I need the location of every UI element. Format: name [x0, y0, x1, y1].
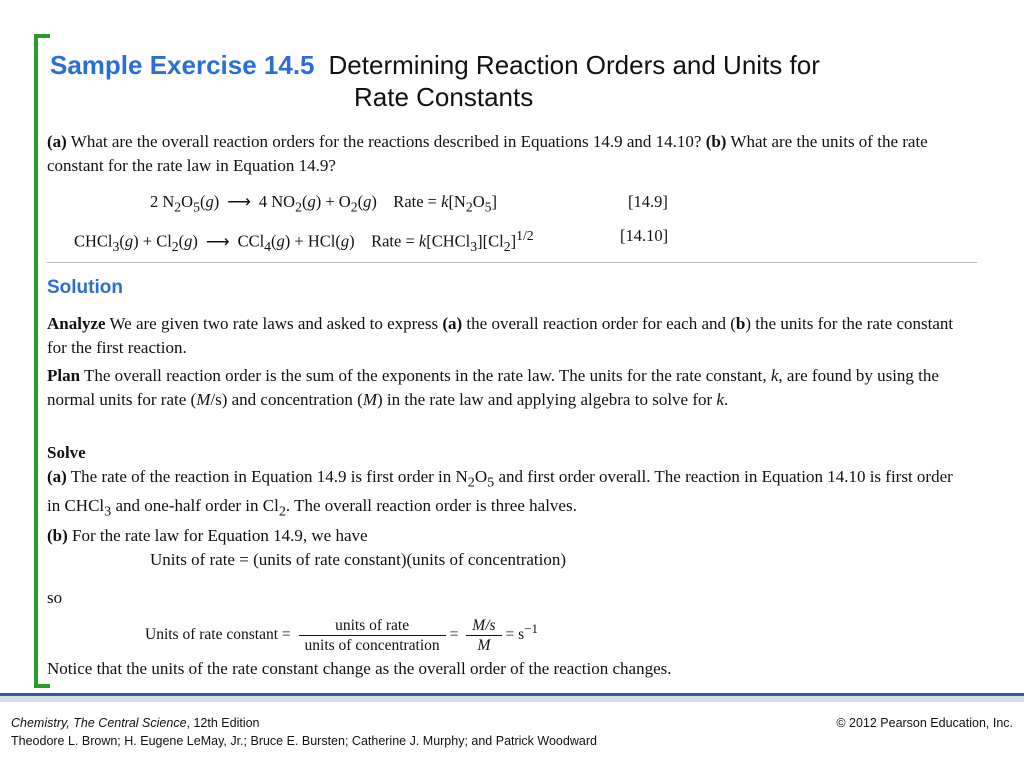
equation-14-9-number: [14.9] — [628, 192, 668, 211]
section-divider — [47, 262, 977, 263]
plan-k: k — [770, 366, 779, 385]
solve-a-text: . The overall reaction order is three halves. — [285, 496, 577, 516]
problem-b-label: (b) — [705, 132, 727, 151]
equation-14-10-number: [14.10] — [620, 226, 669, 245]
analyze-b: b — [735, 314, 746, 333]
problem-text — [47, 130, 957, 178]
solve-a-text: The rate of the reaction in Equation 14.9 is first order in N — [66, 467, 468, 486]
calc-num2: M/s — [466, 616, 501, 636]
equation-14-9: 2 $N_2O_5(g)$ ⟶ 4 $NO_2(g) + O_2(g)$ Rate = $k[N_2O_5]$ — [150, 192, 498, 215]
plan-m: M — [362, 390, 377, 409]
fraction-m — [466, 616, 501, 655]
footer-edition: , 12th Edition — [186, 716, 260, 730]
footer-shade — [0, 696, 1024, 702]
plan-text: . — [723, 390, 729, 409]
title-line1: Determining Reaction Orders and Units for — [328, 50, 820, 80]
plan-text: ) in the rate law and applying algebra to solve for — [377, 390, 717, 409]
solve-label: Solve — [47, 443, 86, 462]
plan-k: k — [716, 390, 724, 409]
slide-title — [50, 49, 970, 113]
footer-copyright: © 2012 Pearson Education, Inc. — [836, 716, 1013, 730]
calc-den: units of concentration — [304, 637, 440, 655]
calc-result: s — [518, 626, 525, 644]
footer-book-title: Chemistry, The Central Science — [11, 716, 187, 730]
calc-den2: M — [477, 637, 491, 655]
so-text: so — [47, 588, 63, 607]
footer-book — [11, 716, 260, 730]
solve-a-text: and one-half order in Cl — [111, 496, 279, 516]
solve-paragraph: Solve (a) The rate of the reaction in Equation 14.9 is first order in $N_2O_5$ and first order overall. The reaction in Equation 14.10 is first order in CHCl$_3$ and one-half order in $Cl_2$. The overall reaction order is three halves. (b) For the rate law for Equation 14.9, we have — [47, 443, 953, 545]
plan-m: M — [196, 390, 211, 409]
plan-paragraph — [47, 364, 957, 412]
analyze-label: Analyze — [47, 314, 106, 333]
solve-a-text: and first order overall. The reaction in Equation 14.10 is first order in CHCl — [47, 467, 953, 516]
solve-b-label: (b) — [47, 525, 68, 545]
analyze-text: ) the units for the rate constant for the first reaction. — [47, 314, 954, 357]
solution-heading: Solution — [47, 277, 123, 298]
problem-a-text: What are the overall reaction orders for the reactions described in Equations 14.9 and 14.10? — [66, 132, 706, 151]
solve-b-text: For the rate law for Equation 14.9, we have — [67, 525, 368, 545]
units-of-rate-line: Units of rate = (units of rate constant)(units of concentration) — [150, 550, 567, 569]
analyze-text: We are given two rate laws and asked to express — [105, 314, 443, 333]
notice-text: Notice that the units of the rate constant change as the overall order of the reaction changes. — [47, 659, 672, 678]
plan-text: /s) and concentration ( — [210, 390, 363, 409]
plan-text: The overall reaction order is the sum of the exponents in the rate law. The units for the rate constant, — [80, 366, 771, 385]
title-line2: Rate Constants — [354, 82, 534, 112]
plan-label: Plan — [47, 366, 81, 385]
analyze-paragraph — [47, 312, 957, 360]
title-label: Sample Exercise 14.5 — [50, 50, 315, 80]
calc-num: units of rate — [299, 616, 446, 636]
plan-text: , are found by using the normal units for rate ( — [47, 366, 939, 409]
solve-a-text: O — [474, 467, 488, 486]
footer-authors: Theodore L. Brown; H. Eugene LeMay, Jr.; Bruce E. Bursten; Catherine J. Murphy; and Patrick Woodward — [11, 734, 597, 748]
problem-a-label: (a) — [47, 132, 67, 151]
solve-a-label: (a) — [47, 467, 67, 486]
fraction-units — [299, 616, 446, 655]
analyze-text: the overall reaction order for each and ( — [462, 314, 736, 333]
analyze-a: (a) — [442, 314, 463, 333]
calc-left: Units of rate constant — [145, 626, 279, 644]
problem-b-text: What are the units of the rate constant for the rate law in Equation 14.9? — [47, 132, 928, 175]
equation-14-10: CHCl$_3$(g) + $Cl_2(g)$ ⟶ CCl$_4$(g) + HCl(g) Rate = $k[CHCl_3][Cl_2]^{1/2}$ — [74, 228, 534, 254]
units-calculation: Units of rate constant = $\frac{\text{units of rate}}{\text{units of concentration}}$ = $\frac{M/s}{M}$ = $s^{-1}$ — [145, 617, 538, 655]
